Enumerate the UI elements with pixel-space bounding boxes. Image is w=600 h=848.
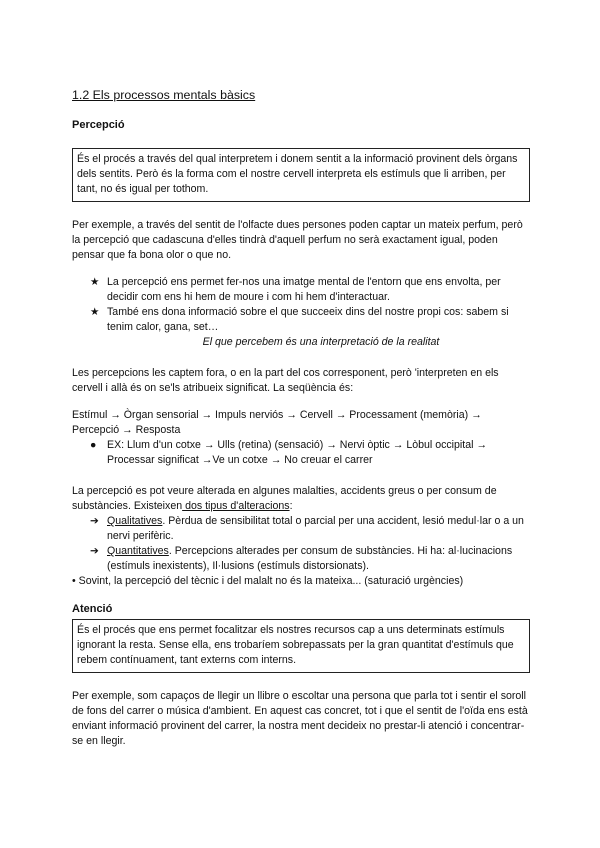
bullet-text: També ens dona informació sobre el que succeeix dins del nostre propi cos: sabem si tenim calor, gana, set… bbox=[107, 306, 509, 333]
list-item bbox=[90, 438, 530, 468]
example-sequence: EX: Llum d'un cotxe → Ulls (retina) (sensació) → Nervi òptic → Lòbul occipital → Processar significat →Ve un cotxe → No creuar el carrer bbox=[107, 439, 488, 466]
definition-box-percepcio bbox=[72, 148, 530, 202]
alteration-text: . Percepcions alterades per consum de substàncies. Hi ha: al·lucinacions (estímuls inexistents), Il·lusions (estímuls distorsionats). bbox=[107, 545, 513, 572]
heading-atencio: Atenció bbox=[72, 603, 113, 615]
alteration-term: Qualitatives bbox=[107, 515, 163, 527]
dot-icon: ● bbox=[90, 439, 97, 451]
receptors-paragraph: Les percepcions les captem fora, o en la part del cos corresponent, però 'interpreten en els cervell i allà és on se'ls atribueix significat. La seqüència és: bbox=[72, 367, 499, 394]
document-page bbox=[72, 88, 530, 749]
example-percepcio: Per exemple, a través del sentit de l'olfacte dues persones poden captar un mateix perfum, però la percepció que cadascuna d'elles tindrà d'aquell perfum no serà exactament igual, poden pensar que fa bona olor o que no. bbox=[72, 219, 523, 261]
dot-list bbox=[72, 438, 530, 468]
example-atencio: Per exemple, som capaços de llegir un llibre o escoltar una persona que parla tot i sentir el soroll de fons del carrer o música d'ambient. En aquest cas concret, tot i que el sentit de l'oïda ens està enviant informació provinent del carrer, la nostra ment decideix no prestar-li atenció i concentrar-se en llegir. bbox=[72, 690, 528, 747]
arrow-icon: ➔ bbox=[90, 515, 99, 527]
definition-box-atencio bbox=[72, 619, 530, 673]
star-icon: ★ bbox=[90, 306, 100, 318]
sequence-paragraph: Estímul → Òrgan sensorial → Impuls nerviós → Cervell → Processament (memòria) → Percepció → Resposta bbox=[72, 409, 482, 436]
section-title: 1.2 Els processos mentals bàsics bbox=[72, 88, 256, 102]
alteration-term: Quantitatives bbox=[107, 545, 169, 557]
alteration-text: . Pèrdua de sensibilitat total o parcial per una accident, lesió medul·lar o a un nervi perifèric. bbox=[107, 515, 524, 542]
quote: El que percebem és una interpretació de la realitat bbox=[202, 336, 440, 348]
definition-atencio: És el procés que ens permet focalitzar els nostres recursos cap a uns determinats estímuls ignorant la resta. Sense ella, ens trobaríem sobrepassats per la gran quantitat d'estímuls que rebem contínuament, tant externs com interns. bbox=[77, 624, 514, 666]
alterations-paragraph bbox=[72, 484, 530, 514]
alterations-colon: : bbox=[289, 500, 293, 512]
note-paragraph: • Sovint, la percepció del tècnic i del malalt no és la mateixa... (saturació urgències) bbox=[72, 575, 464, 587]
heading-percepcio: Percepció bbox=[72, 119, 125, 131]
alterations-link: dos tipus d'alteracions bbox=[182, 500, 290, 512]
list-item bbox=[90, 305, 530, 335]
definition-percepcio: És el procés a través del qual interpretem i donem sentit a la informació provinent dels òrgans dels sentits. Però és la forma com el nostre cervell interpreta els estímuls que li arriben, per tant, no és igual per tothom. bbox=[77, 153, 518, 195]
alterations-intro: La percepció es pot veure alterada en algunes malalties, accidents greus o per consum de substàncies. Existeixen bbox=[72, 485, 497, 512]
list-item bbox=[90, 275, 530, 305]
arrow-icon: ➔ bbox=[90, 545, 99, 557]
bullet-text: La percepció ens permet fer-nos una imatge mental de l'entorn que ens envolta, per decidir com ens hi hem de moure i com hi hem d'interactuar. bbox=[107, 276, 501, 303]
list-item bbox=[90, 514, 530, 544]
list-item bbox=[90, 544, 530, 574]
arrow-list bbox=[72, 514, 530, 574]
star-list bbox=[72, 275, 530, 335]
star-icon: ★ bbox=[90, 276, 100, 288]
